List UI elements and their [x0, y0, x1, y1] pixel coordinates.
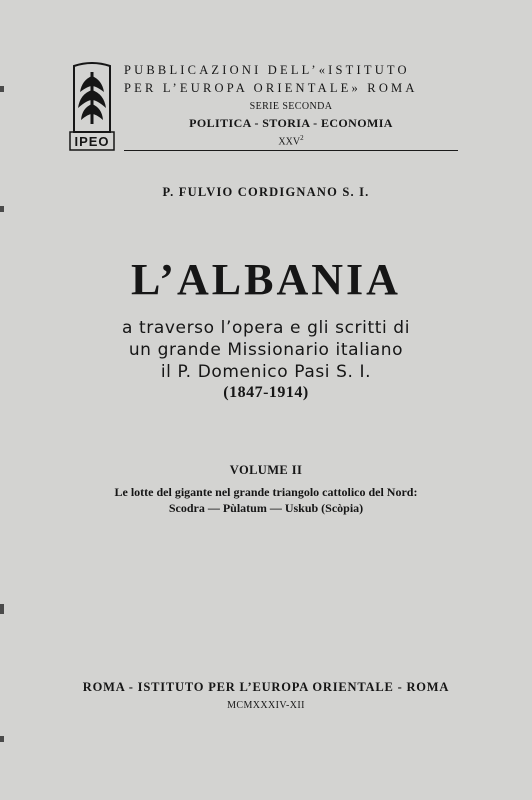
volume-description-line2: Scodra — Pùlatum — Uskub (Scòpia) — [168, 501, 364, 515]
series-header-line2: PER L’EUROPA ORIENTALE» ROMA — [124, 81, 418, 95]
series-volume-number-main: XXV — [278, 136, 301, 148]
book-title: L’ALBANIA — [131, 255, 401, 304]
dates: (1847-1914) — [223, 384, 309, 401]
subtitle-line2: un grande Missionario italiano — [128, 340, 404, 360]
scan-edge-mark — [0, 86, 4, 92]
fasces-emblem-icon — [68, 62, 116, 152]
series-subjects: POLITICA - STORIA - ECONOMIA — [189, 116, 393, 130]
scan-edge-mark — [0, 736, 4, 742]
series-volume-number-sup: 2 — [300, 134, 304, 142]
header-rule — [124, 150, 458, 151]
author: P. FULVIO CORDIGNANO S. I. — [162, 185, 370, 199]
series-volume-number — [124, 134, 458, 147]
series-header-line1: PUBBLICAZIONI DELL’«ISTITUTO — [124, 63, 410, 77]
logo-text: IPEO — [74, 134, 110, 149]
volume-label: VOLUME II — [229, 463, 303, 477]
publication-year: MCMXXXIV-XII — [227, 700, 305, 711]
subtitle-line3: il P. Domenico Pasi S. I. — [160, 362, 372, 382]
publisher: ROMA - ISTITUTO PER L’EUROPA ORIENTALE - ROMA — [82, 680, 450, 694]
scan-edge-mark — [0, 206, 4, 212]
series-label: SERIE SECONDA — [249, 101, 333, 112]
subtitle-line1: a traverso l’opera e gli scritti di — [121, 318, 411, 338]
volume-description-line1: Le lotte del gigante nel grande triangolo cattolico del Nord: — [114, 485, 418, 499]
scan-edge-mark — [0, 604, 4, 614]
